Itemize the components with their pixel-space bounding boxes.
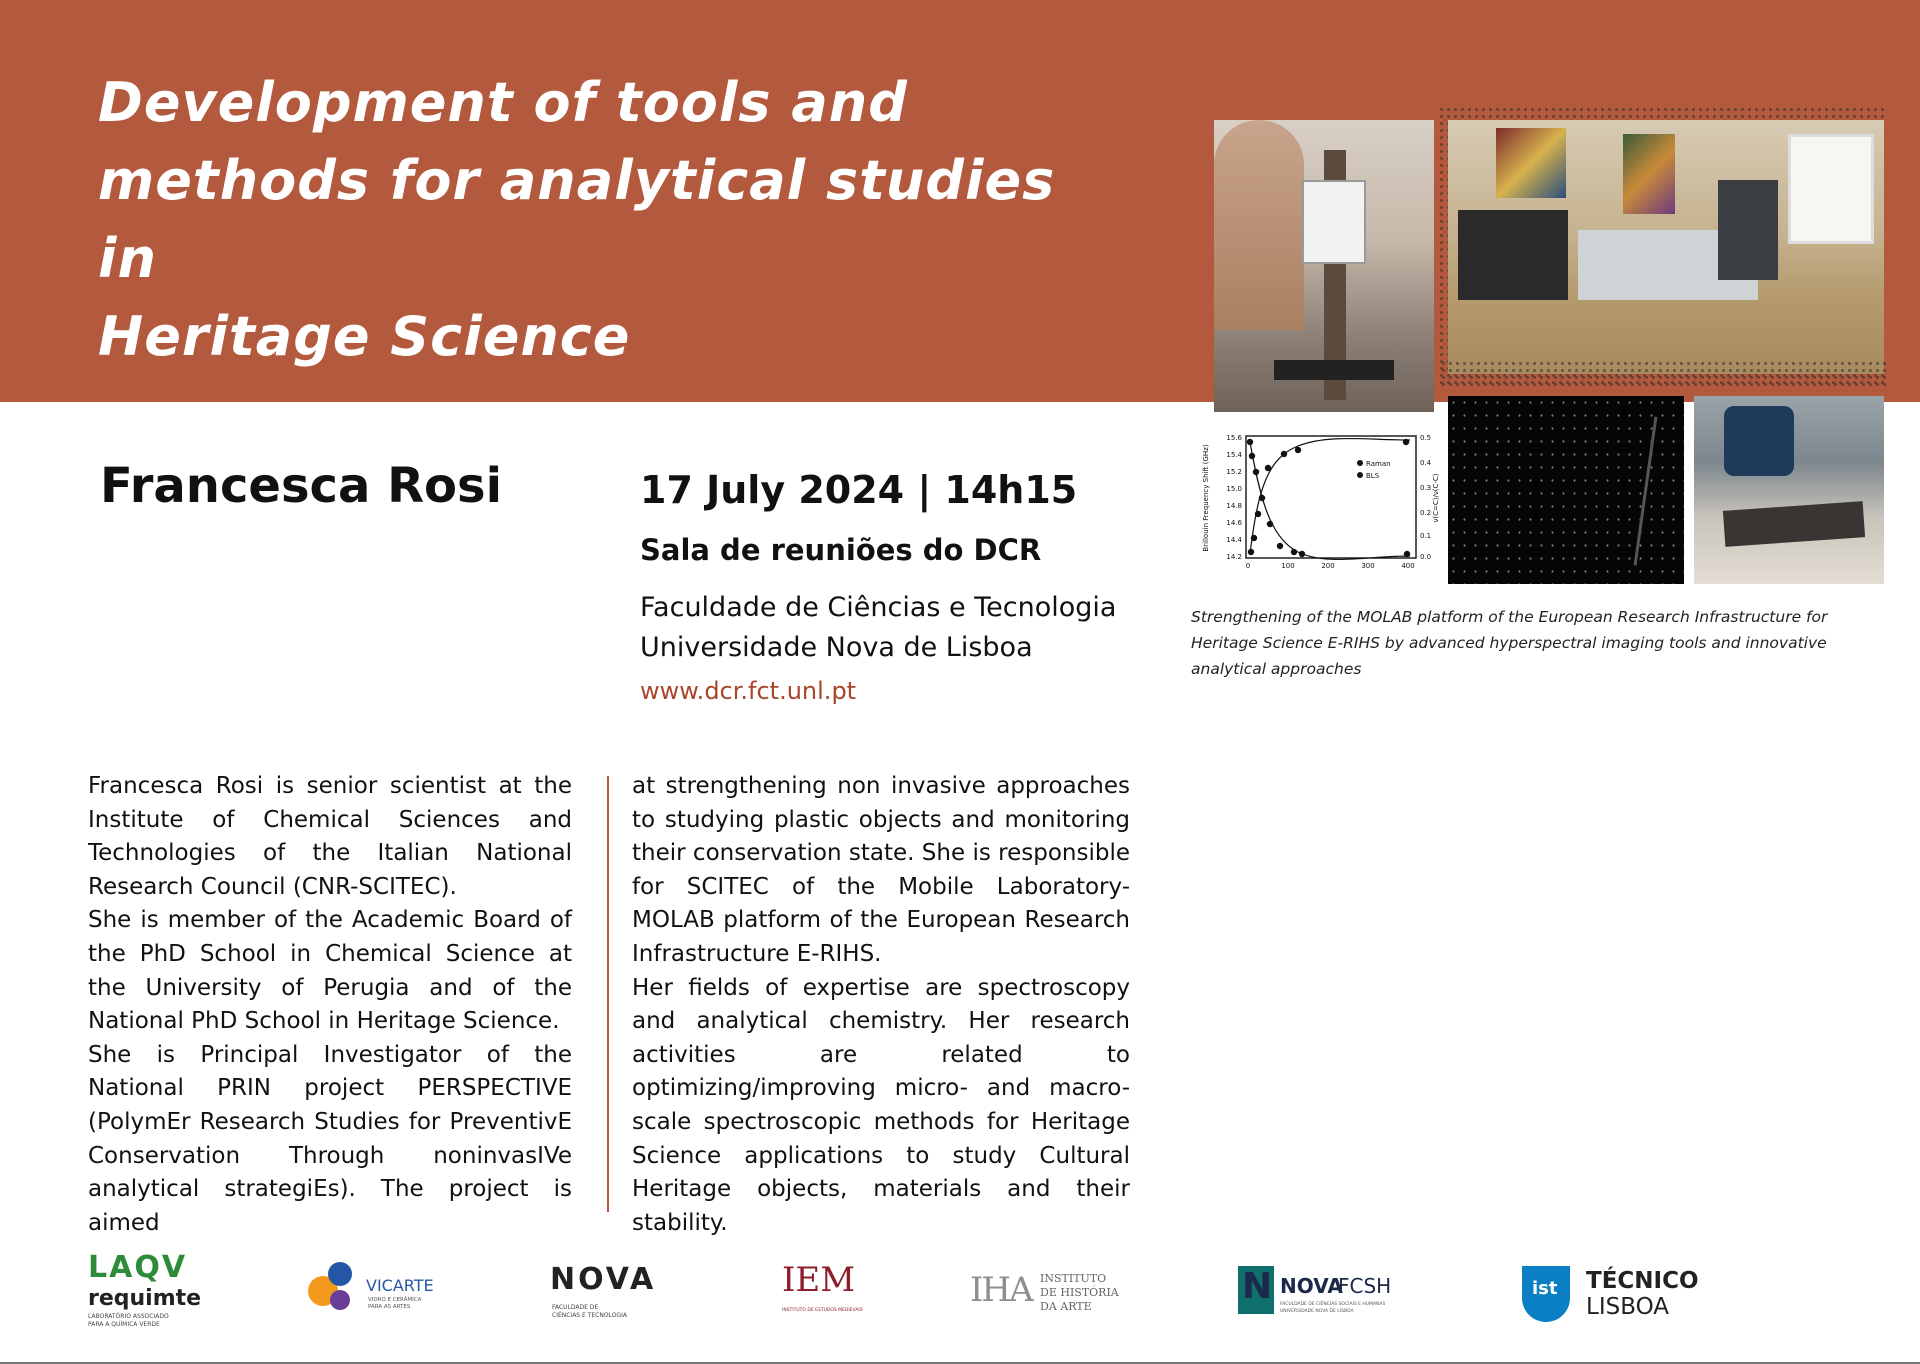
speaker-name: Francesca Rosi	[100, 458, 503, 514]
iha-line2: DE HISTÓRIA	[1040, 1286, 1119, 1299]
vicarte-circle-purple	[330, 1290, 350, 1310]
ytick-left: 14.2	[1226, 553, 1242, 561]
bio-paragraph: She is Principal Investigator of the National PRIN project PERSPECTIVE (PolymEr Research Studies for PreventivE Conservation Through noninvasIVe analytical strategiEs). The project is aimed	[88, 1041, 572, 1236]
window	[1788, 134, 1874, 244]
data-point	[1295, 447, 1301, 453]
logo-tecnico-lisboa	[1522, 1250, 1699, 1330]
laqv-mark: LAQV	[88, 1250, 188, 1285]
ist-line1: TÉCNICO	[1586, 1268, 1699, 1294]
hyperspectral-streak	[1634, 417, 1658, 566]
fit-curve-rising	[1250, 439, 1410, 555]
laqv-name: requimte	[88, 1286, 202, 1311]
event-room: Sala de reuniões do DCR	[640, 533, 1042, 567]
ytick-right: 0.3	[1420, 484, 1432, 492]
ist-mark: ist	[1532, 1278, 1558, 1299]
data-point	[1248, 549, 1254, 555]
vicarte-sub2: PARA AS ARTES	[368, 1304, 411, 1310]
ytick-right: 0.4	[1420, 459, 1432, 467]
bio-column-right	[632, 770, 1130, 1240]
data-point	[1255, 511, 1261, 517]
bio-paragraph: at strengthening non invasive approaches to studying plastic objects and monitoring their conservation state. She is responsible for SCITEC of the Mobile Laboratory-MOLAB platform of the European Research Infrastructure E-RIHS.	[632, 773, 1130, 967]
nova-sub2: CIÊNCIAS E TECNOLOGIA	[552, 1312, 627, 1319]
data-point	[1259, 495, 1265, 501]
legend-raman: Raman	[1366, 460, 1391, 468]
photo-equipment-church	[1214, 120, 1434, 412]
xtick: 400	[1401, 562, 1415, 570]
fcsh-name-nova: NOVA	[1280, 1274, 1343, 1298]
fcsh-sub1: FACULDADE DE CIÊNCIAS SOCIAIS E HUMANAS	[1280, 1302, 1386, 1307]
ytick-right: 0.1	[1420, 532, 1432, 540]
data-point	[1277, 543, 1283, 549]
title-line-1: Development of tools and	[98, 71, 908, 134]
fcsh-sub2: UNIVERSIDADE NOVA DE LISBOA	[1280, 1309, 1354, 1314]
logo-iem	[780, 1250, 863, 1330]
bio-paragraph: Francesca Rosi is senior scientist at the Institute of Chemical Sciences and Technologies of the Italian National Research Council (CNR-SCITEC).	[88, 773, 572, 900]
brillouin-chart	[1198, 428, 1448, 578]
tripod-base	[1274, 360, 1394, 380]
photo-lab-team	[1448, 120, 1884, 374]
ytick-right: 0.5	[1420, 434, 1432, 442]
xtick: 300	[1361, 562, 1375, 570]
nova-sub1: FACULDADE DE	[552, 1304, 599, 1311]
logo-instituto-historia-arte	[970, 1250, 1120, 1330]
data-point	[1251, 535, 1257, 541]
ytick-left: 14.4	[1226, 536, 1242, 544]
legend-marker-raman	[1357, 460, 1363, 466]
bio-column-left	[88, 770, 572, 1240]
vicarte-circle-blue	[328, 1262, 352, 1286]
xtick: 200	[1321, 562, 1335, 570]
ytick-right: 0.0	[1420, 553, 1432, 561]
laqv-sub2: PARA A QUÍMICA VERDE	[88, 1321, 160, 1328]
legend-bls: BLS	[1366, 472, 1380, 480]
data-point	[1249, 453, 1255, 459]
data-point	[1404, 551, 1410, 557]
data-point	[1267, 521, 1273, 527]
manuscript-fragment	[1723, 501, 1865, 547]
logo-nova-fcsh	[1238, 1250, 1418, 1330]
data-point	[1403, 439, 1409, 445]
fresco-arch	[1214, 120, 1304, 330]
event-institution	[640, 588, 1116, 668]
iha-mark: IHA	[970, 1270, 1032, 1310]
vicarte-name: VICARTE	[366, 1276, 434, 1295]
painting-2	[1623, 134, 1675, 214]
event-faculty: Faculdade de Ciências e Tecnologia	[640, 592, 1117, 623]
data-point	[1253, 469, 1259, 475]
bio-paragraph: Her fields of expertise are spectroscopy and analytical chemistry. Her research activities are related to optimizing/improving micro- and macro-scale spectroscopic methods for Heritage Science applications to study Cultural Heritage objects, materials and their stability.	[632, 974, 1130, 1236]
xtick: 100	[1281, 562, 1295, 570]
bio-paragraph: She is member of the Academic Board of the PhD School in Chemical Science at the University of Perugia and of the National PhD School in Heritage Science.	[88, 907, 572, 1035]
fcsh-name-fcsh: FCSH	[1338, 1274, 1392, 1298]
scanner-head	[1302, 180, 1366, 264]
photo-scanner-manuscript	[1694, 396, 1884, 584]
event-university: Universidade Nova de Lisboa	[640, 632, 1033, 663]
instrument-rack	[1718, 180, 1778, 280]
logo-vicarte	[306, 1250, 446, 1330]
logo-nova-fct	[550, 1250, 670, 1330]
data-point	[1265, 465, 1271, 471]
ytick-left: 15.0	[1226, 485, 1242, 493]
ytick-right: 0.2	[1420, 509, 1432, 517]
ytick-left: 15.2	[1226, 468, 1242, 476]
event-url-link[interactable]: www.dcr.fct.unl.pt	[640, 677, 857, 705]
vicarte-sub1: VIDRO E CERÂMICA	[368, 1297, 422, 1303]
data-point	[1281, 451, 1287, 457]
iem-sub: INSTITUTO DE ESTUDOS MEDIEVAIS	[782, 1308, 863, 1313]
iha-line1: INSTITUTO	[1040, 1272, 1107, 1285]
fcsh-letter: N	[1242, 1266, 1273, 1307]
painting-1	[1496, 128, 1566, 198]
title-line-2: methods for analytical studies in	[98, 149, 1056, 290]
data-point	[1291, 549, 1297, 555]
ytick-left: 14.6	[1226, 519, 1242, 527]
event-datetime: 17 July 2024 | 14h15	[640, 468, 1078, 512]
column-divider	[607, 776, 609, 1212]
iha-line3: DA ARTE	[1040, 1300, 1092, 1313]
iem-name: IEM	[782, 1260, 856, 1300]
easel-painting	[1458, 210, 1568, 300]
ytick-left: 14.8	[1226, 502, 1242, 510]
hyperspectral-image	[1448, 396, 1684, 584]
data-point	[1247, 439, 1253, 445]
ylabel-left: Brillouin Frequency Shift (GHz)	[1202, 444, 1210, 552]
ytick-left: 15.6	[1226, 434, 1242, 442]
logo-laqv-requimte	[86, 1250, 226, 1330]
nova-name: NOVA	[550, 1262, 657, 1297]
xtick: 0	[1245, 562, 1251, 570]
ist-line2: LISBOA	[1586, 1294, 1670, 1320]
poster-title	[98, 64, 1078, 376]
ylabel-right: ν(C=C)/ν(C-C)	[1432, 473, 1440, 523]
data-point	[1299, 551, 1305, 557]
ytick-left: 15.4	[1226, 451, 1242, 459]
scanner-device	[1724, 406, 1794, 476]
figure-caption: Strengthening of the MOLAB platform of the European Research Infrastructure for Heritage Science E-RIHS by advanced hyperspectral imaging tools and innovative analytical approaches	[1191, 608, 1828, 678]
title-line-3: Heritage Science	[98, 305, 631, 368]
halftone-dots-bottom	[1440, 360, 1886, 386]
laqv-sub1: LABORATÓRIO ASSOCIADO	[88, 1313, 169, 1320]
brillouin-chart-svg	[1198, 428, 1448, 578]
legend-marker-bls	[1357, 472, 1363, 478]
